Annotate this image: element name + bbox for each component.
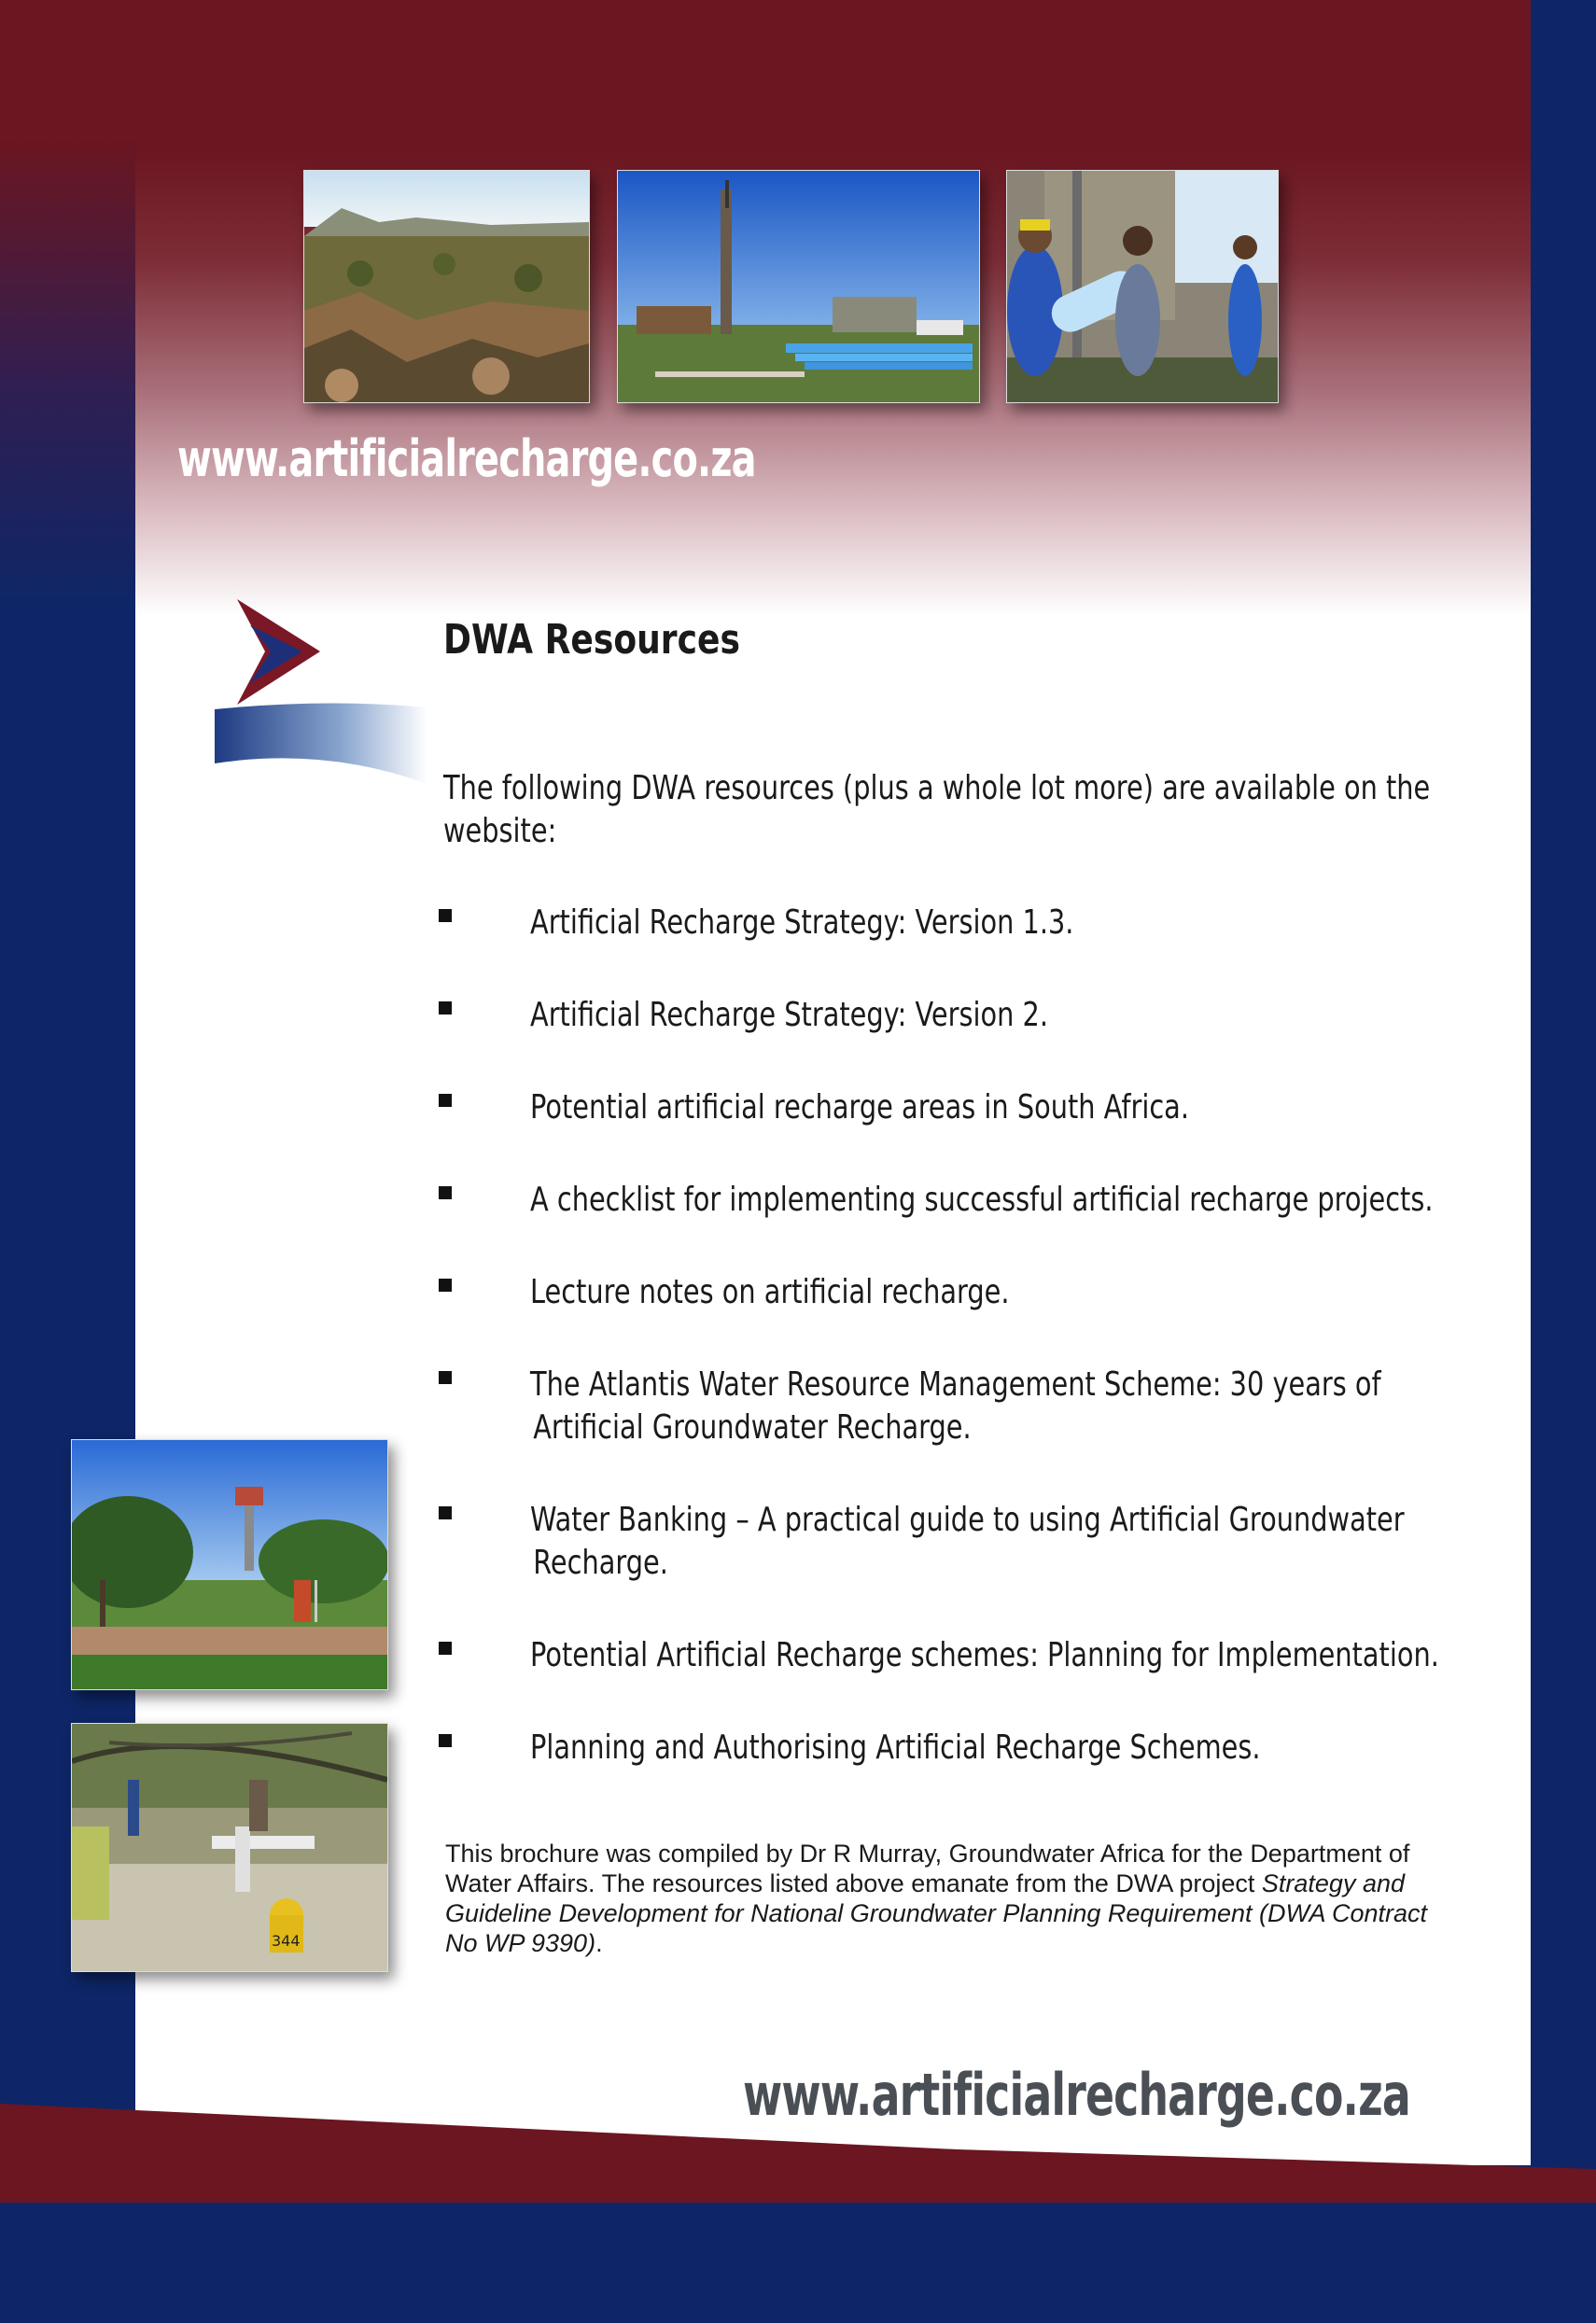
bullet-icon	[439, 1734, 452, 1747]
photo-drilling-rig	[617, 170, 980, 403]
photo-wellhead	[71, 1723, 388, 1972]
credit-project-name: Strategy and Guideline Development for National Groundwater Planning Requirement (DWA Contract No WP 9390)	[445, 1869, 1428, 1957]
photo-water-tower	[71, 1439, 388, 1690]
list-item-line2: Recharge.	[533, 1544, 668, 1582]
credit-paragraph	[445, 1839, 1435, 1958]
list-item-line1: Potential artificial recharge areas in South Africa.	[530, 1088, 1189, 1127]
dwa-logo-icon	[213, 597, 427, 784]
website-url-footer[interactable]: www.artificialrecharge.co.za	[743, 2061, 1410, 2129]
photo-landscape	[303, 170, 590, 403]
bullet-icon	[439, 1279, 452, 1292]
list-item-line1: Artificial Recharge Strategy: Version 2.	[530, 996, 1048, 1034]
list-item	[439, 1271, 1596, 1364]
bullet-icon	[439, 1186, 452, 1199]
list-item-line1: A checklist for implementing successful artificial recharge projects.	[530, 1181, 1434, 1219]
credit-end: .	[595, 1929, 603, 1957]
list-item	[439, 1364, 1596, 1499]
list-item-line1: Potential Artificial Recharge schemes: Planning for Implementation.	[530, 1636, 1439, 1674]
list-item-line1: The Atlantis Water Resource Management Scheme: 30 years of	[530, 1365, 1381, 1404]
section-title: DWA Resources	[443, 616, 740, 664]
list-item	[439, 1499, 1596, 1634]
list-item-line1: Lecture notes on artificial recharge.	[530, 1273, 1010, 1311]
list-item	[439, 902, 1596, 994]
resources-list	[439, 902, 1596, 1819]
list-item	[439, 1086, 1596, 1179]
list-item-line2: Artificial Groundwater Recharge.	[533, 1408, 972, 1447]
bullet-icon	[439, 909, 452, 922]
list-item-line1: Planning and Authorising Artificial Recharge Schemes.	[530, 1728, 1261, 1767]
left-gradient-band	[0, 140, 140, 607]
bullet-icon	[439, 1506, 452, 1519]
intro-paragraph: The following DWA resources (plus a whole lot more) are available on the website:	[443, 769, 1431, 850]
photo-workers-pipe	[1006, 170, 1279, 403]
website-url-header[interactable]: www.artificialrecharge.co.za	[177, 429, 756, 488]
list-item	[439, 1727, 1596, 1819]
list-item	[439, 1634, 1596, 1727]
list-item	[439, 994, 1596, 1086]
bullet-icon	[439, 1001, 452, 1015]
bullet-icon	[439, 1642, 452, 1655]
bullet-icon	[439, 1094, 452, 1107]
list-item-line1: Artificial Recharge Strategy: Version 1.3.	[530, 903, 1074, 942]
list-item	[439, 1179, 1596, 1271]
bottom-navy-band	[0, 2203, 1596, 2323]
list-item-line1: Water Banking – A practical guide to using Artificial Groundwater	[530, 1501, 1405, 1539]
drum-label: 344	[272, 1932, 301, 1950]
credit-text: This brochure was compiled by Dr R Murray, Groundwater Africa for the Department of Water Affairs. The resources listed above emanate from the DWA project	[445, 1840, 1410, 1897]
bullet-icon	[439, 1371, 452, 1384]
